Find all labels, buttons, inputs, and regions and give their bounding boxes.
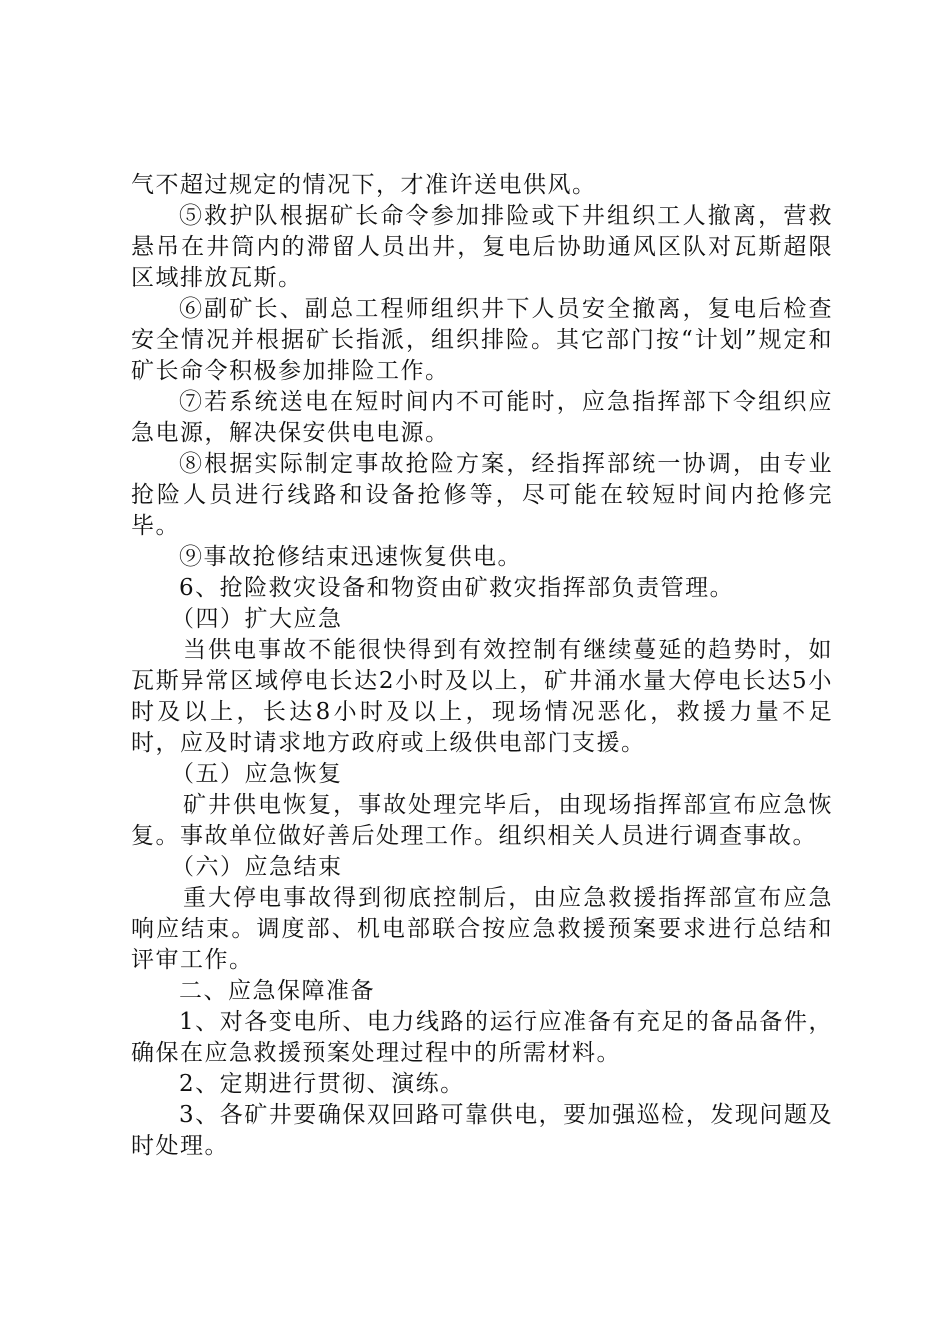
paragraph-item-8: ⑧根据实际制定事故抢险方案，经指挥部统一协调，由专业抢险人员进行线路和设备抢修等，尽可能在较短时间内抢修完毕。 bbox=[131, 451, 833, 539]
paragraph-item-5: ⑤救护队根据矿长命令参加排险或下井组织工人撤离，营救悬吊在井筒内的滞留人员出井，复电后协助通风区队对瓦斯超限区域排放瓦斯。 bbox=[131, 203, 833, 291]
paragraph-6-equipment: 6、抢险救灾设备和物资由矿救灾指挥部负责管理。 bbox=[179, 575, 735, 601]
paragraph-item-7: ⑦若系统送电在短时间内不可能时，应急指挥部下令组织应急电源，解决保安供电电源。 bbox=[131, 389, 833, 446]
paragraph-emergency-recovery: 矿井供电恢复，事故处理完毕后，由现场指挥部宣布应急恢复。事故单位做好善后处理工作。组织相关人员进行调查事故。 bbox=[131, 792, 833, 849]
document-body bbox=[131, 170, 833, 1162]
paragraph-item-6: ⑥副矿长、副总工程师组织井下人员安全撤离，复电后检查安全情况并根据矿长指派，组织排险。其它部门按“计划”规定和矿长命令积极参加排险工作。 bbox=[131, 296, 833, 384]
paragraph-support-1: 1、对各变电所、电力线路的运行应准备有充足的备品备件，确保在应急救援预案处理过程中的所需材料。 bbox=[131, 1009, 833, 1066]
section-heading-emergency-end: （六）应急结束 bbox=[171, 854, 343, 880]
paragraph-emergency-end: 重大停电事故得到彻底控制后，由应急救援指挥部宣布应急响应结束。调度部、机电部联合按应急救援预案要求进行总结和评审工作。 bbox=[131, 885, 833, 973]
paragraph-support-3: 3、各矿井要确保双回路可靠供电，要加强巡检，发现问题及时处理。 bbox=[131, 1102, 833, 1159]
paragraph-item-9: ⑨事故抢修结束迅速恢复供电。 bbox=[179, 544, 522, 570]
paragraph-continuation: 气不超过规定的情况下，才准许送电供风。 bbox=[131, 172, 597, 198]
section-heading-support-preparation: 二、应急保障准备 bbox=[179, 978, 375, 1004]
paragraph-expand-emergency: 当供电事故不能很快得到有效控制有继续蔓延的趋势时，如瓦斯异常区域停电长达2小时及以上，矿井涌水量大停电长达5小时及以上，长达8小时及以上，现场情况恶化，救援力量不足时，应及时请求地方政府或上级供电部门支援。 bbox=[131, 637, 833, 756]
section-heading-emergency-recovery: （五）应急恢复 bbox=[171, 761, 343, 787]
paragraph-support-2: 2、定期进行贯彻、演练。 bbox=[179, 1071, 465, 1097]
section-heading-expand-emergency: （四）扩大应急 bbox=[171, 606, 343, 632]
